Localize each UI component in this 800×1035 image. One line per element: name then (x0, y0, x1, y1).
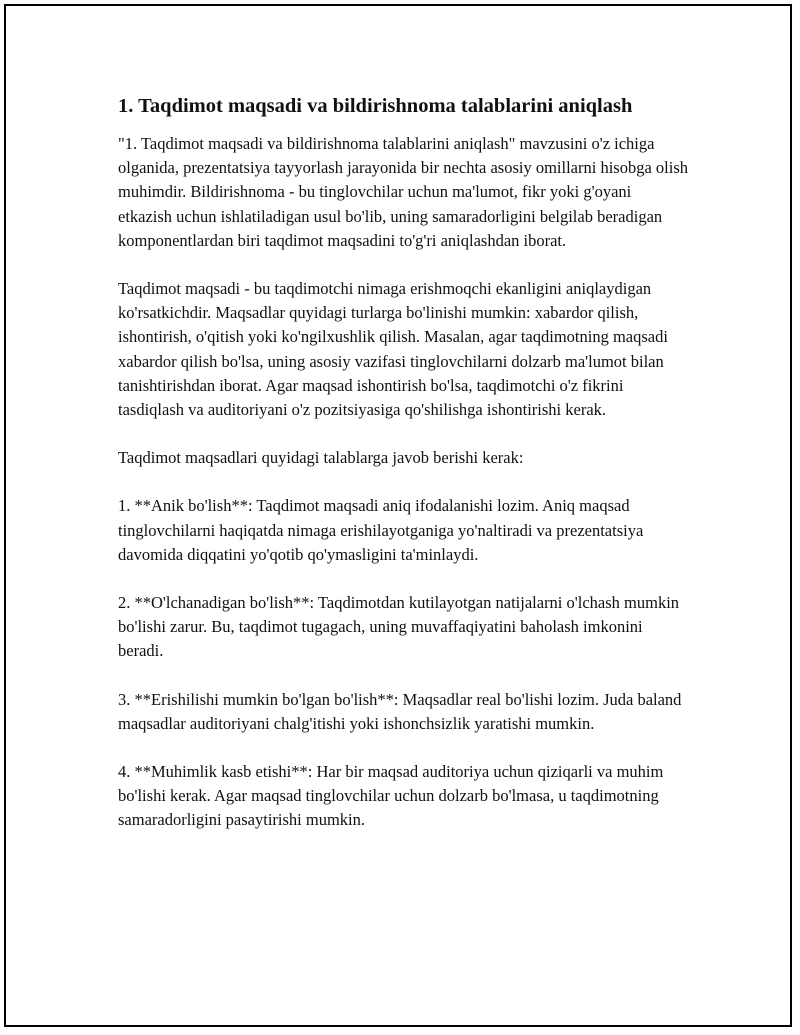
list-item-measurable: 2. **O'lchanadigan bo'lish**: Taqdimotdan kutilayotgan natijalarni o'lchash mumkin bo'lishi zarur. Bu, taqdimot tugagach, uning muvaffaqiyatini baholash imkonini beradi. (118, 593, 680, 661)
list-item-clear: 1. **Anik bo'lish**: Taqdimot maqsadi aniq ifodalanishi lozim. Aniq maqsad tinglovchilarni haqiqatda nimaga erishilayotganiga yo'naltiradi va prezentatsiya davomida diqqatini yo'qotib qo'ymasligini ta'minlaydi. (118, 496, 644, 564)
list-item-achievable: 3. **Erishilishi mumkin bo'lgan bo'lish**: Maqsadlar real bo'lishi lozim. Juda baland maqsadlar auditoriyani chalg'itishi yoki ishonchsizlik yaratishi mumkin. (118, 689, 682, 733)
paragraph-requirements-lead: Taqdimot maqsadlari quyidagi talablarga javob berishi kerak: (118, 448, 524, 468)
list-item-relevant: 4. **Muhimlik kasb etishi**: Har bir maqsad auditoriya uchun qiziqarli va muhim bo'lishi kerak. Agar maqsad tinglovchilar uchun dolzarb bo'lmasa, u taqdimotning samaradorligini pasaytirishi mumkin. (118, 762, 664, 830)
paragraph-goal-definition: Taqdimot maqsadi - bu taqdimotchi nimaga erishmoqchi ekanligini aniqlaydigan ko'rsatkichdir. Maqsadlar quyidagi turlarga bo'linishi mumkin: xabardor qilish, ishontirish, o'qitish yoki ko'ngilxushlik qilish. Masalan, agar taqdimotning maqsadi xabardor qilish bo'lsa, uning asosiy vazifasi tinglovchilarni dolzarb ma'lumot bilan tanishtirishdan iborat. Agar maqsad ishontirish bo'lsa, taqdimotchi o'z fikrini tasdiqlash va auditoriyani o'z pozitsiyasiga qo'shilishga ishontirishi kerak. (118, 279, 668, 420)
document-body (118, 92, 688, 857)
document-title: 1. Taqdimot maqsadi va bildirishnoma talablarini aniqlash (118, 95, 633, 117)
paragraph-intro: "1. Taqdimot maqsadi va bildirishnoma talablarini aniqlash" mavzusini o'z ichiga olganida, prezentatsiya tayyorlash jarayonida bir nechta asosiy omillarni hisobga olish muhimdir. Bildirishnoma - bu tinglovchilar uchun ma'lumot, fikr yoki g'oyani etkazish uchun ishlatiladigan usul bo'lib, uning samaradorligini belgilab beradigan komponentlardan biri taqdimot maqsadini to'g'ri aniqlashdan iborat. (118, 134, 689, 250)
